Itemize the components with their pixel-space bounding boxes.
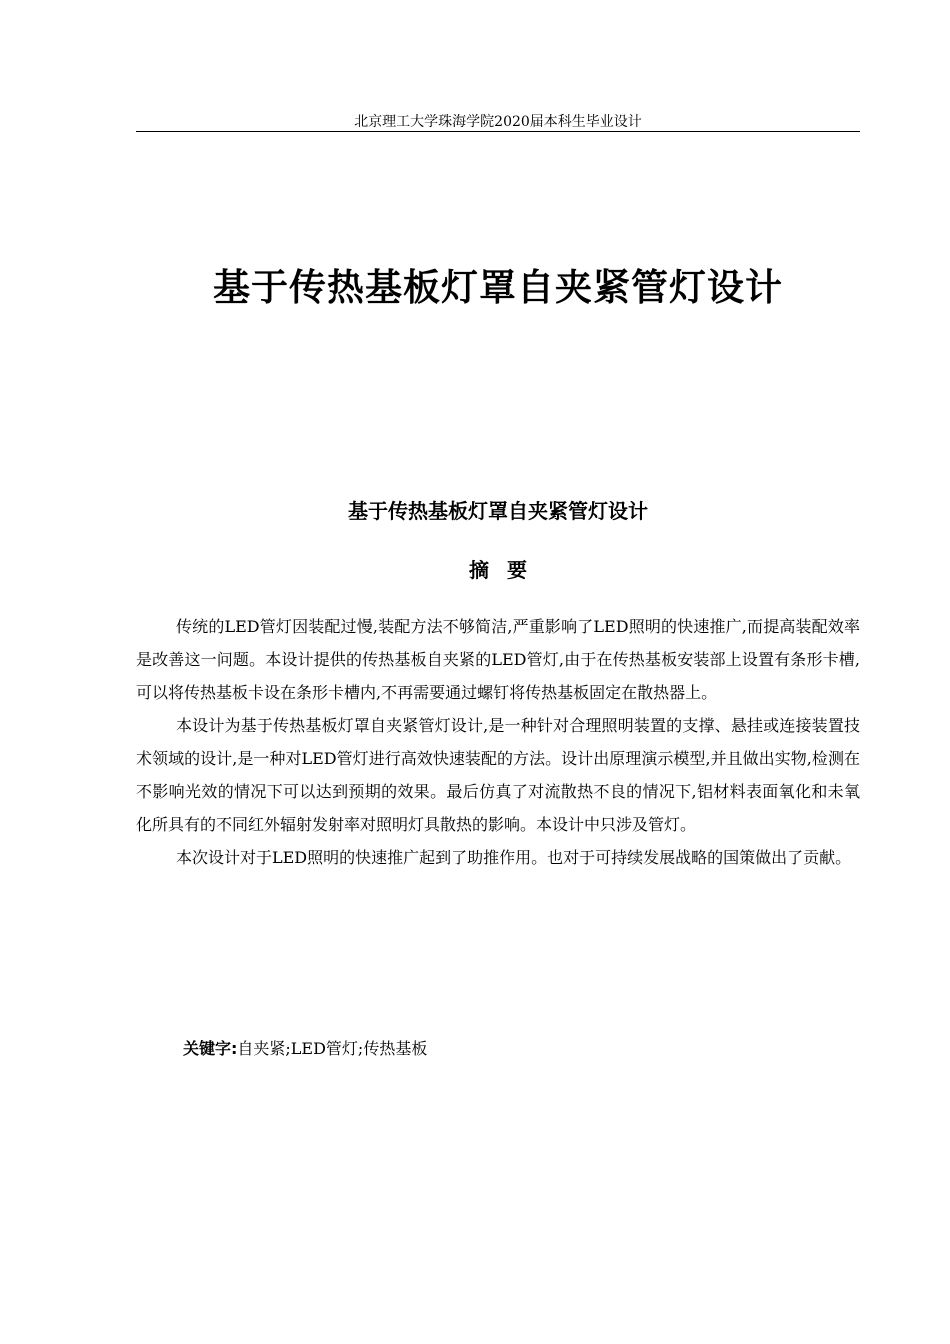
document-title: 基于传热基板灯罩自夹紧管灯设计 — [213, 266, 783, 309]
keywords-line — [183, 1035, 860, 1063]
page-header: 北京理工大学珠海学院2020届本科生毕业设计 — [354, 114, 642, 130]
header-divider — [136, 131, 860, 132]
abstract-paragraph: 传统的LED管灯因装配过慢,装配方法不够简洁,严重影响了LED照明的快速推广,而提高装配效率是改善这一问题。本设计提供的传热基板自夹紧的LED管灯,由于在传热基板安装部上设置有条形卡槽,可以将传热基板卡设在条形卡槽内,不再需要通过螺钉将传热基板固定在散热器上。 — [136, 617, 860, 702]
abstract-heading: 摘要 — [469, 558, 545, 582]
keywords-label: 关键字: — [183, 1039, 238, 1058]
abstract-paragraph: 本设计为基于传热基板灯罩自夹紧管灯设计,是一种针对合理照明装置的支撑、悬挂或连接装置技术领域的设计,是一种对LED管灯进行高效快速装配的方法。设计出原理演示模型,并且做出实物,检测在不影响光效的情况下可以达到预期的效果。最后仿真了对流散热不良的情况下,铝材料表面氧化和未氧化所具有的不同红外辐射发射率对照明灯具散热的影响。本设计中只涉及管灯。 — [136, 716, 860, 834]
abstract-title: 基于传热基板灯罩自夹紧管灯设计 — [348, 499, 648, 523]
keywords-text: 自夹紧;LED管灯;传热基板 — [237, 1039, 428, 1058]
abstract-paragraph: 本次设计对于LED照明的快速推广起到了助推作用。也对于可持续发展战略的国策做出了贡献。 — [176, 848, 852, 867]
abstract-body — [136, 610, 860, 874]
